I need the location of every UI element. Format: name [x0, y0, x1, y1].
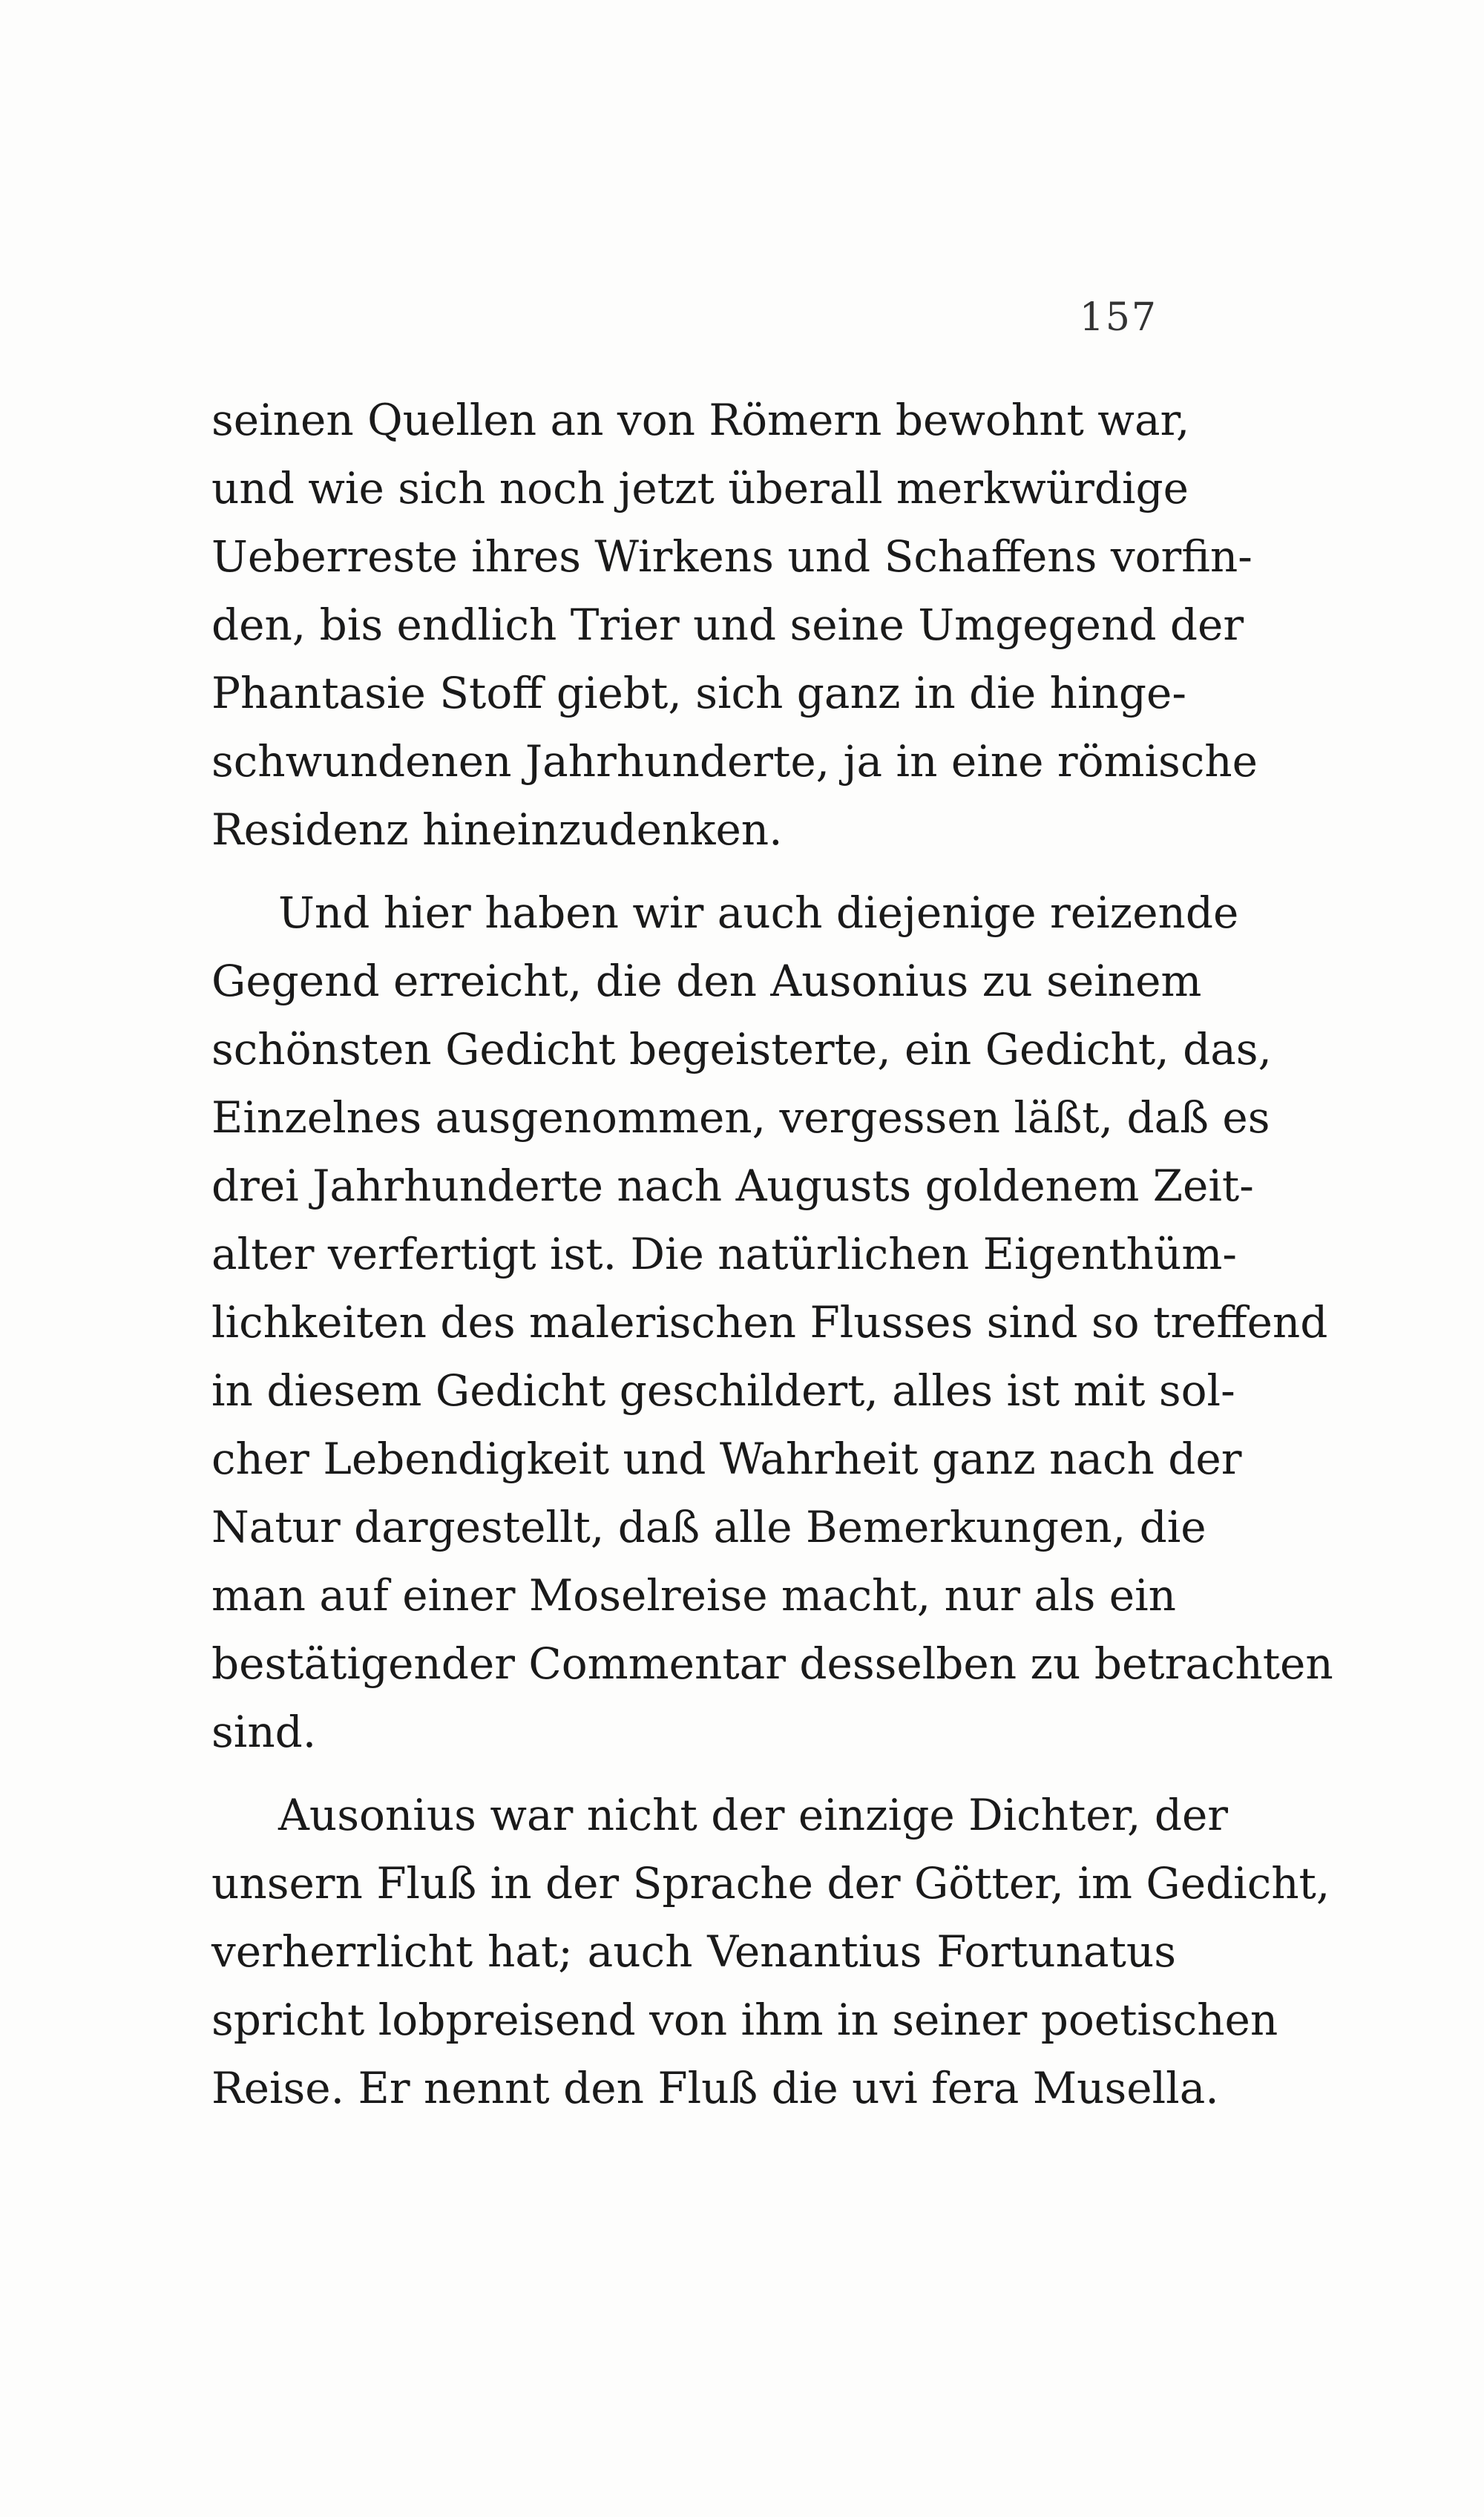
text-line: Ueberreste ihres Wirkens und Schaffens vorfin-	[211, 531, 1252, 582]
text-line: man auf einer Moselreise macht, nur als ein	[211, 1570, 1177, 1621]
paragraph-gap	[211, 1766, 1176, 1781]
text-line: lichkeiten des malerischen Flusses sind so treffend	[211, 1297, 1328, 1348]
text-line: Und hier haben wir auch diejenige reizende	[278, 887, 1239, 938]
paragraph-3	[211, 1781, 1330, 2122]
text-line: Ausonius war nicht der einzige Dichter, der	[278, 1790, 1229, 1840]
text-line: in diesem Gedicht geschildert, alles ist mit sol-	[211, 1365, 1235, 1416]
text-line: und wie sich noch jetzt überall merkwürdige	[211, 463, 1189, 513]
text-line: Residenz hineinzudenken.	[211, 804, 783, 855]
text-line: den, bis endlich Trier und seine Umgegend der	[211, 600, 1244, 650]
text-line: schönsten Gedicht begeisterte, ein Gedicht, das,	[211, 1024, 1272, 1074]
text-line: Einzelnes ausgenommen, vergessen läßt, daß es	[211, 1092, 1270, 1143]
paragraph-2	[211, 879, 1333, 1766]
text-line: Natur dargestellt, daß alle Bemerkungen, die	[211, 1502, 1206, 1552]
text-line: drei Jahrhunderte nach Augusts goldenem Zeit-	[211, 1161, 1254, 1211]
paragraph-1	[211, 386, 1258, 864]
text-line: sind.	[211, 1707, 317, 1757]
text-line: verherrlicht hat; auch Venantius Fortunatus	[211, 1926, 1176, 1977]
text-line: seinen Quellen an von Römern bewohnt war,	[211, 395, 1190, 445]
text-line: bestätigender Commentar desselben zu betrachten	[211, 1638, 1333, 1689]
text-line: Reise. Er nennt den Fluß die uvi fera Musella.	[211, 2063, 1219, 2113]
text-line: Phantasie Stoff giebt, sich ganz in die hinge-	[211, 668, 1186, 718]
text-line: Gegend erreicht, die den Ausonius zu seinem	[211, 956, 1202, 1006]
text-line: schwundenen Jahrhunderte, ja in eine römische	[211, 736, 1258, 787]
text-line: cher Lebendigkeit und Wahrheit ganz nach der	[211, 1434, 1242, 1484]
page-number: 157	[1079, 295, 1158, 340]
paragraph-gap	[211, 864, 1176, 879]
text-line: alter verfertigt ist. Die natürlichen Eigenthüm-	[211, 1229, 1237, 1279]
text-line: unsern Fluß in der Sprache der Götter, im Gedicht,	[211, 1858, 1330, 1909]
text-line: spricht lobpreisend von ihm in seiner poetischen	[211, 1995, 1278, 2045]
body-text	[211, 386, 1333, 2122]
